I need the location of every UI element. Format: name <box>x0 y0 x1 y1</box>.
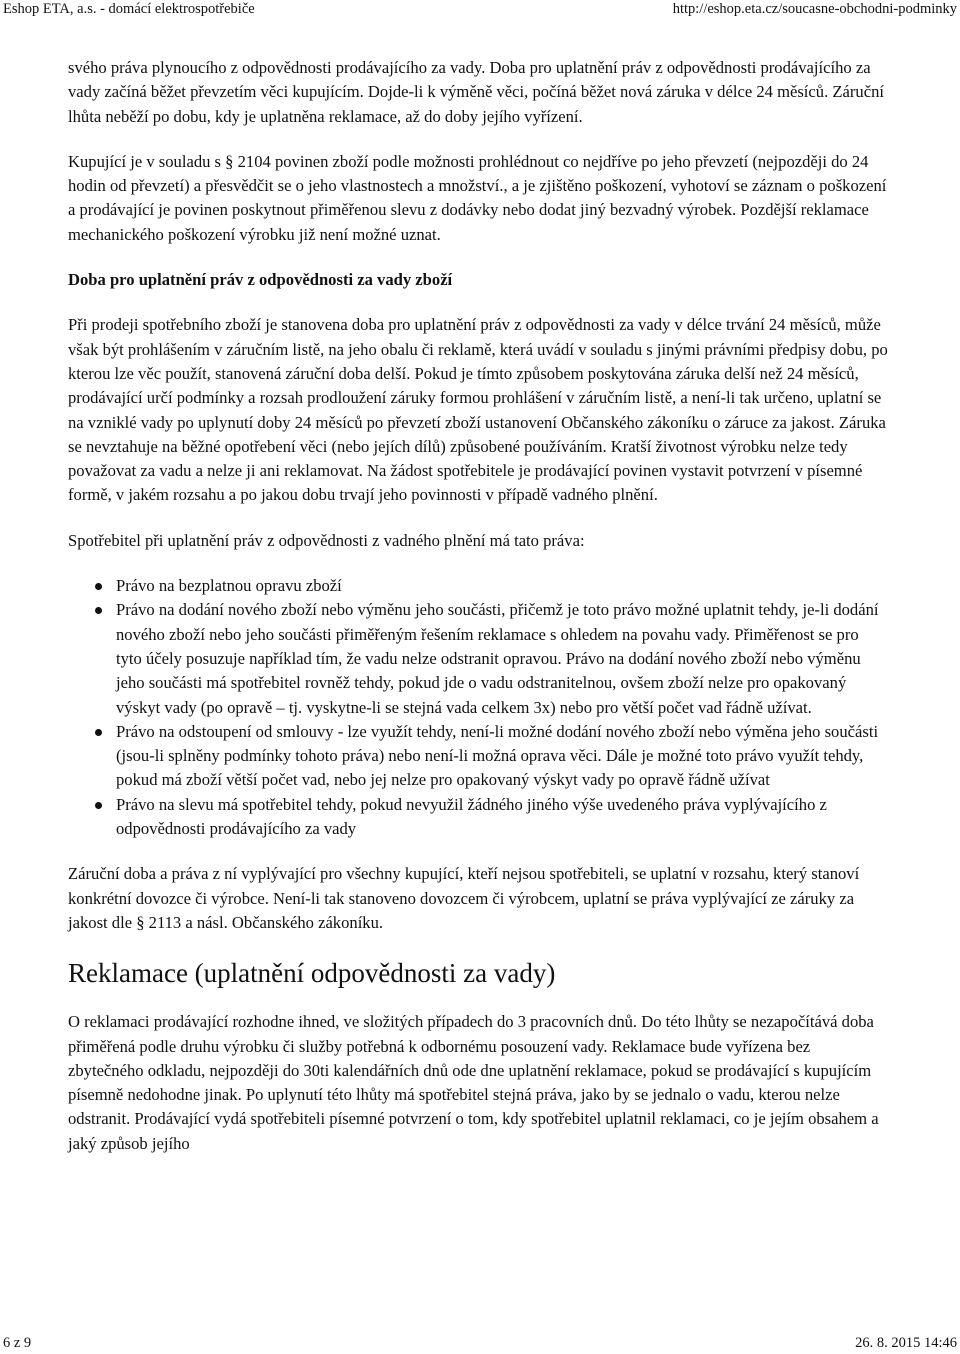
list-item <box>116 793 888 842</box>
paragraph-inspection: Kupující je v souladu s § 2104 povinen zboží podle možnosti prohlédnout co nejdříve po jeho převzetí (nejpozději do 24 hodin od převzetí) a přesvědčit se o jeho vlastnostech a množství., a je zjištěno poškození, vyhotoví se záznam o poškození a prodávající je povinen poskytnout přiměřenou slevu z dodávky nebo dodat jiný bezvadný výrobek. Pozdější reklamace mechanického poškození výrobku již není možné uznat. <box>68 151 887 244</box>
bullet-icon <box>95 802 102 809</box>
paragraph-consumer-rights-intro: Spotřebitel při uplatnění práv z odpovědnosti z vadného plnění má tato práva: <box>68 530 585 550</box>
consumer-rights-list <box>68 574 888 841</box>
paragraph-warranty-period: Při prodeji spotřebního zboží je stanovena doba pro uplatnění práv z odpovědnosti za vady v délce trvání 24 měsíců, může však být prohlášením v záručním listě, na jeho obalu či reklamě, která uvádí v souladu s jinými právními předpisy dobu, po kterou lze věc použít, stanovená záruční doba delší. Pokud je tímto způsobem poskytována záruka delší než 24 měsíců, prodávající určí podmínky a rozsah prodloužení záruky formou prohlášení v záručním listě, a není-li tak určeno, uplatní se na vzniklé vady po uplynutí doby 24 měsíců po převzetí zboží ustanovení Občanského zákoníku o záruce za jakost. Záruka se nevztahuje na běžné opotřebení věci (nebo jejích dílů) způsobené používáním. Kratší životnost výrobku nelze tedy považovat za vadu a nelze ji ani reklamovat. Na žádost spotřebitele je prodávající povinen vystavit potvrzení v písemné formě, v jakém rozsahu a po jakou dobu trvají jeho povinnosti v případě vadného plnění. <box>68 315 888 505</box>
paragraph-business-warranty: Záruční doba a práva z ní vyplývající pro všechny kupující, kteří nejsou spotřebiteli, se uplatní v rozsahu, který stanoví konkrétní dovozce či výrobce. Není-li tak stanoveno dovozcem či výrobcem, uplatní se práva vyplývající ze záruky za jakost dle § 2113 a násl. Občanského zákoníku. <box>68 864 860 932</box>
bullet-icon <box>95 583 102 590</box>
heading-claims: Reklamace (uplatnění odpovědnosti za vady) <box>68 958 556 989</box>
list-item-text: Právo na bezplatnou opravu zboží <box>116 576 342 596</box>
bullet-icon <box>95 729 102 736</box>
paragraph-claims: O reklamaci prodávající rozhodne ihned, ve složitých případech do 3 pracovních dnů. Do této lhůty se nezapočítává doba přiměřená podle druhu výrobku či služby potřebná k odbornému posouzení vady. Reklamace bude vyřízena bez zbytečného odkladu, nejpozději do 30ti kalendářních dnů ode dne uplatnění reklamace, pokud se prodávající s kupujícím písemně nedohodne jinak. Po uplynutí této lhůty má spotřebitel stejná práva, jako by se jednalo o vadu, kterou nelze odstranit. Prodávající vydá spotřebiteli písemné potvrzení o tom, kdy spotřebitel uplatnil reklamaci, co je jejím obsahem a jaký způsob jejího <box>68 1012 879 1153</box>
list-item-text: Právo na slevu má spotřebitel tehdy, pokud nevyužil žádného jiného výše uvedeného práva vyplývajícího z odpovědnosti prodávajícího za vady <box>116 794 827 839</box>
print-footer <box>3 1334 957 1352</box>
list-item-text: Právo na dodání nového zboží nebo výměnu jeho součásti, přičemž je toto právo možné uplatnit tehdy, je-li dodání nového zboží nebo jeho součásti přiměřeným řešením reklamace s ohledem na povahu vady. Přiměřenost se pro tyto účely posuzuje například tím, že vadu nelze odstranit opravou. Právo na dodání nového zboží nebo výměnu jeho součásti má spotřebitel rovněž tehdy, pokud jde o vadu odstranitelnou, ovšem zboží nelze pro opakovaný výskyt vady (po opravě – tj. vyskytne-li se stejná vada celkem 3x) nebo pro větší počet vad řádně užívat. <box>116 600 879 717</box>
page-number: 6 z 9 <box>3 1335 32 1351</box>
list-item <box>116 598 888 719</box>
bullet-icon <box>95 607 102 614</box>
list-item-text: Právo na odstoupení od smlouvy - lze využít tehdy, není-li možné dodání nového zboží nebo výměna jeho součásti (jsou-li splněny podmínky tohoto práva) nebo není-li možná oprava věci. Dále je možné toto právo využít tehdy, pokud má zboží větší počet vad, nebo jej nelze pro opakovaný výskyt vady po opravě řádně užívat <box>116 721 879 790</box>
header-site-title: Eshop ETA, a.s. - domácí elektrospotřebiče <box>3 1 255 17</box>
document-body <box>68 56 888 1177</box>
list-item <box>116 574 888 598</box>
print-timestamp: 26. 8. 2015 14:46 <box>855 1335 957 1351</box>
list-item <box>116 720 888 793</box>
header-url: http://eshop.eta.cz/soucasne-obchodni-podminky <box>672 1 957 17</box>
paragraph-warranty-intro: svého práva plynoucího z odpovědnosti prodávajícího za vady. Doba pro uplatnění práv z odpovědnosti prodávajícího za vady začíná běžet převzetím věci kupujícím. Dojde-li k výměně věci, počíná běžet nová záruka v délce 24 měsíců. Záruční lhůta neběží po dobu, kdy je uplatněna reklamace, až do doby jejího vyřízení. <box>68 58 884 126</box>
heading-warranty-period: Doba pro uplatnění práv z odpovědnosti za vady zboží <box>68 270 453 290</box>
print-header <box>3 0 957 18</box>
